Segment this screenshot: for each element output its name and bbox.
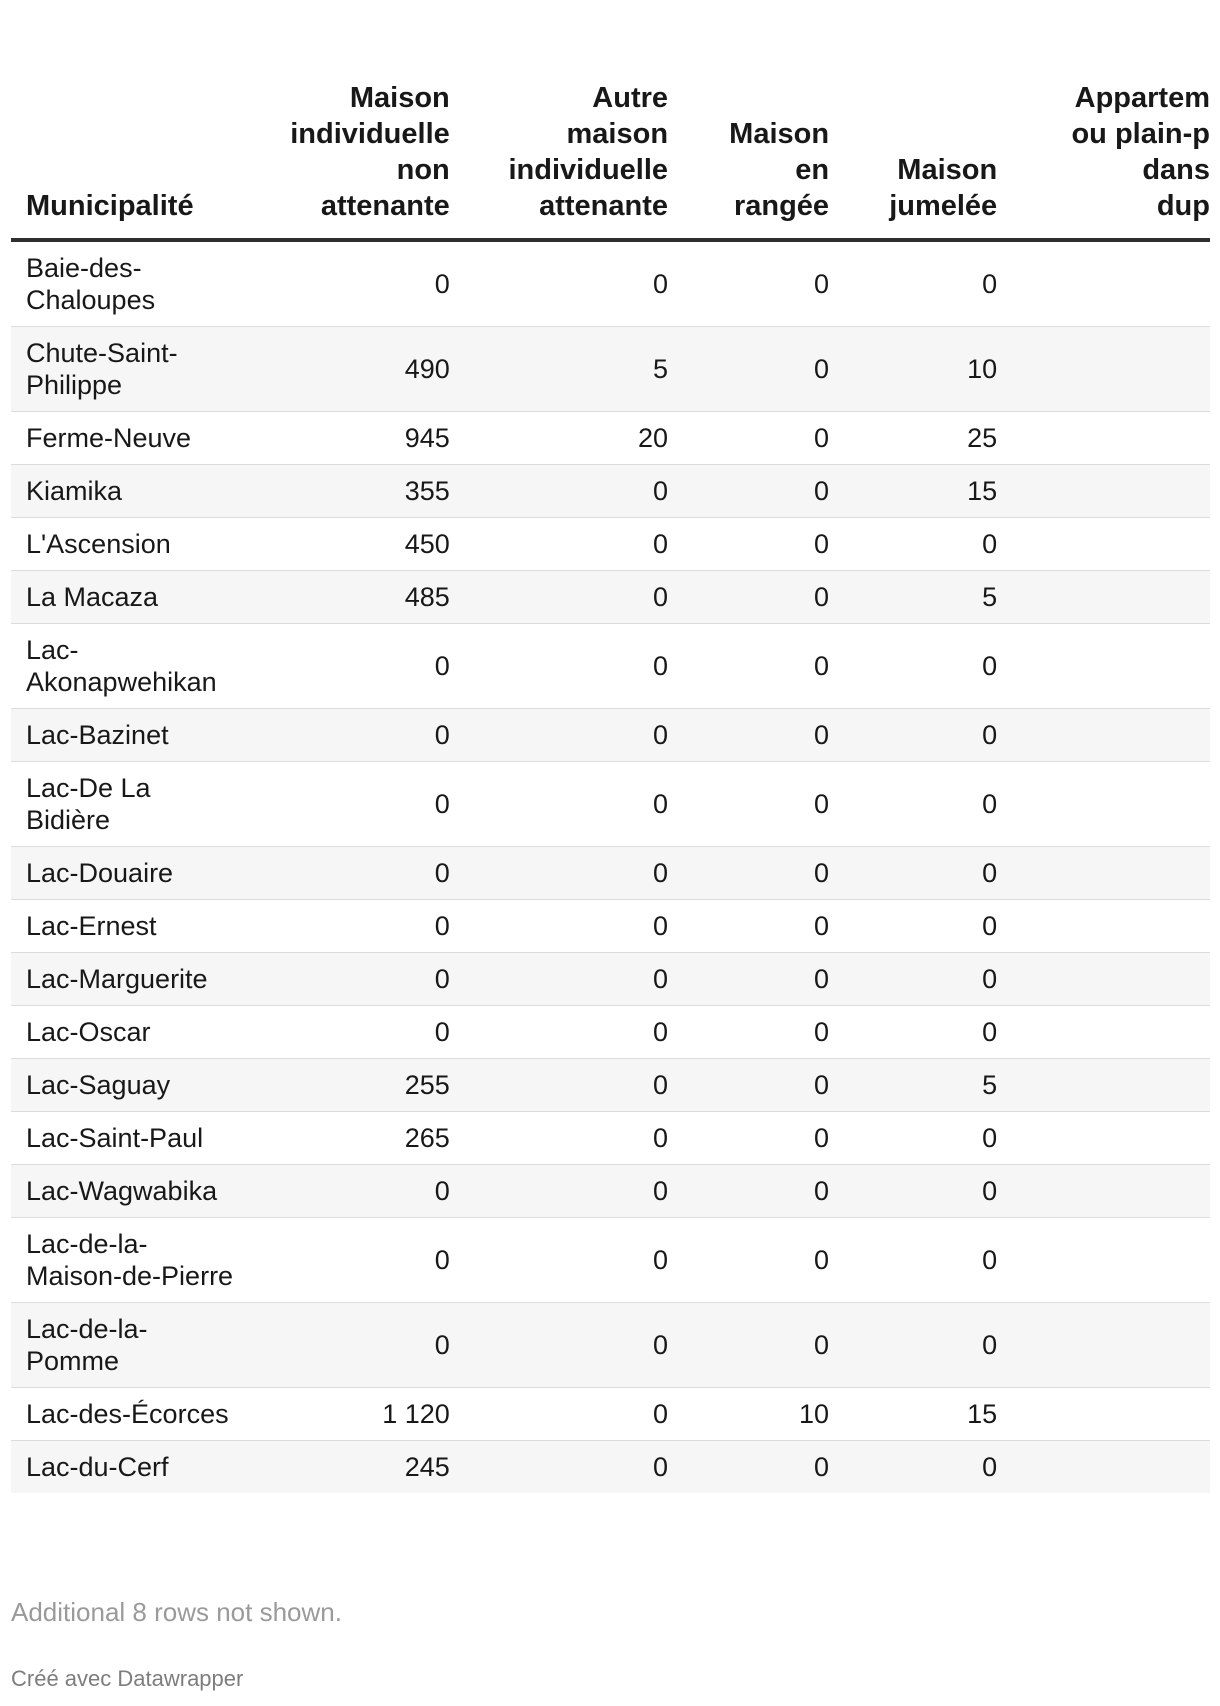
value-cell: 5 (829, 1059, 997, 1112)
table-row (11, 1059, 1210, 1112)
value-cell: 945 (253, 412, 449, 465)
value-cell: 0 (668, 1165, 829, 1218)
table-row (11, 1388, 1210, 1441)
table-row (11, 709, 1210, 762)
table-row (11, 953, 1210, 1006)
value-cell: 0 (668, 518, 829, 571)
municipality-cell: Lac-Saint-Paul (11, 1112, 253, 1165)
column-header-line: Maison (349, 82, 450, 114)
data-table (11, 80, 1210, 1493)
column-header-line: Appartem (1074, 82, 1210, 114)
municipality-cell: Lac-des-Écorces (11, 1388, 253, 1441)
column-header-line: attenante (539, 190, 669, 222)
value-cell: 485 (253, 571, 449, 624)
value-cell (997, 1388, 1210, 1441)
value-cell: 0 (450, 518, 668, 571)
value-cell (997, 412, 1210, 465)
value-cell (997, 624, 1210, 709)
value-cell (997, 1441, 1210, 1494)
value-cell: 0 (450, 465, 668, 518)
value-cell: 0 (253, 1218, 449, 1303)
table-row (11, 1165, 1210, 1218)
value-cell (997, 571, 1210, 624)
value-cell: 0 (829, 953, 997, 1006)
value-cell: 15 (829, 465, 997, 518)
municipality-cell: Lac-Akonapwehikan (11, 624, 253, 709)
value-cell: 0 (450, 1218, 668, 1303)
value-cell: 0 (450, 1388, 668, 1441)
table-row (11, 1441, 1210, 1494)
value-cell: 0 (668, 1441, 829, 1494)
table-body (11, 240, 1210, 1493)
table-row (11, 327, 1210, 412)
value-cell (997, 762, 1210, 847)
municipality-cell: Kiamika (11, 465, 253, 518)
table-row (11, 518, 1210, 571)
value-cell: 245 (253, 1441, 449, 1494)
municipality-cell: Lac-Ernest (11, 900, 253, 953)
value-cell: 0 (253, 953, 449, 1006)
value-cell: 0 (668, 465, 829, 518)
value-cell (997, 1218, 1210, 1303)
value-cell: 0 (829, 1303, 997, 1388)
value-cell: 0 (253, 624, 449, 709)
value-cell: 1 120 (253, 1388, 449, 1441)
value-cell: 5 (829, 571, 997, 624)
value-cell: 0 (668, 847, 829, 900)
value-cell: 0 (829, 1165, 997, 1218)
value-cell: 0 (668, 709, 829, 762)
column-header-line: attenante (320, 190, 450, 222)
value-cell: 0 (450, 900, 668, 953)
table-row (11, 465, 1210, 518)
column-header-municipalite[interactable] (11, 80, 253, 240)
value-cell: 0 (829, 240, 997, 327)
municipality-cell: Lac-du-Cerf (11, 1441, 253, 1494)
table-row (11, 1218, 1210, 1303)
municipality-cell: Baie-des-Chaloupes (11, 240, 253, 327)
value-cell (997, 327, 1210, 412)
column-header-maison-en-rangee[interactable] (668, 80, 829, 240)
column-header-line: non (396, 154, 450, 186)
column-header-maison-jumelee[interactable] (829, 80, 997, 240)
value-cell (997, 847, 1210, 900)
value-cell: 265 (253, 1112, 449, 1165)
value-cell: 0 (450, 240, 668, 327)
value-cell (997, 1165, 1210, 1218)
value-cell: 0 (668, 900, 829, 953)
value-cell: 0 (253, 900, 449, 953)
value-cell: 0 (450, 847, 668, 900)
table-row (11, 240, 1210, 327)
column-header-line: dans (1142, 154, 1210, 186)
footnote: Additional 8 rows not shown. (11, 1597, 342, 1627)
column-header-autre-maison-individuelle-attenante[interactable] (450, 80, 668, 240)
value-cell: 0 (668, 1006, 829, 1059)
value-cell: 0 (450, 624, 668, 709)
column-header-line: ou plain-p (1071, 118, 1210, 150)
column-header-line: rangée (733, 190, 830, 222)
column-header-line: jumelée (889, 190, 998, 222)
table-row (11, 571, 1210, 624)
value-cell (997, 240, 1210, 327)
value-cell: 0 (450, 1165, 668, 1218)
value-cell: 0 (253, 1006, 449, 1059)
municipality-cell: Chute-Saint-Philippe (11, 327, 253, 412)
municipality-cell: L'Ascension (11, 518, 253, 571)
column-header-line: Municipalité (26, 190, 194, 222)
column-header-line: Autre (592, 82, 669, 114)
value-cell: 0 (668, 327, 829, 412)
value-cell: 0 (829, 1218, 997, 1303)
value-cell: 20 (450, 412, 668, 465)
value-cell: 0 (668, 412, 829, 465)
municipality-cell: Lac-de-la-Maison-de-Pierre (11, 1218, 253, 1303)
value-cell: 0 (668, 571, 829, 624)
value-cell: 0 (253, 240, 449, 327)
municipality-cell: Lac-Marguerite (11, 953, 253, 1006)
value-cell: 5 (450, 327, 668, 412)
value-cell: 0 (253, 1165, 449, 1218)
value-cell (997, 1112, 1210, 1165)
value-cell: 0 (668, 953, 829, 1006)
municipality-cell: Lac-Douaire (11, 847, 253, 900)
value-cell: 0 (668, 1112, 829, 1165)
value-cell: 0 (253, 709, 449, 762)
value-cell: 0 (829, 518, 997, 571)
municipality-cell: Ferme-Neuve (11, 412, 253, 465)
table-row (11, 847, 1210, 900)
value-cell (997, 953, 1210, 1006)
table-row (11, 412, 1210, 465)
municipality-cell: Lac-Saguay (11, 1059, 253, 1112)
value-cell: 0 (450, 709, 668, 762)
column-header-line: Maison (897, 154, 998, 186)
value-cell: 0 (668, 762, 829, 847)
value-cell: 490 (253, 327, 449, 412)
value-cell: 450 (253, 518, 449, 571)
value-cell: 0 (450, 1006, 668, 1059)
value-cell: 0 (829, 709, 997, 762)
value-cell: 0 (668, 1059, 829, 1112)
value-cell: 10 (668, 1388, 829, 1441)
value-cell: 0 (668, 1303, 829, 1388)
value-cell: 255 (253, 1059, 449, 1112)
value-cell: 0 (829, 762, 997, 847)
table-row (11, 762, 1210, 847)
value-cell: 0 (253, 847, 449, 900)
column-header-line: individuelle (290, 118, 450, 150)
table-row (11, 1303, 1210, 1388)
value-cell: 0 (829, 1441, 997, 1494)
table-row (11, 1112, 1210, 1165)
column-header-appartement-plain-pied-duplex[interactable] (997, 80, 1210, 240)
credit-line: Créé avec Datawrapper (11, 1666, 244, 1691)
column-header-line: en (795, 154, 830, 186)
value-cell: 0 (668, 1218, 829, 1303)
value-cell: 10 (829, 327, 997, 412)
municipality-cell: Lac-de-la-Pomme (11, 1303, 253, 1388)
municipality-cell: Lac-Oscar (11, 1006, 253, 1059)
value-cell (997, 1303, 1210, 1388)
table-row (11, 900, 1210, 953)
municipality-cell: La Macaza (11, 571, 253, 624)
value-cell: 0 (450, 571, 668, 624)
value-cell: 0 (450, 1303, 668, 1388)
value-cell: 0 (829, 847, 997, 900)
value-cell: 0 (450, 1441, 668, 1494)
value-cell: 15 (829, 1388, 997, 1441)
value-cell: 0 (450, 1112, 668, 1165)
table-row (11, 1006, 1210, 1059)
value-cell: 0 (668, 240, 829, 327)
column-header-line: maison (566, 118, 669, 150)
value-cell (997, 1059, 1210, 1112)
municipality-cell: Lac-Wagwabika (11, 1165, 253, 1218)
value-cell: 0 (829, 1006, 997, 1059)
value-cell (997, 900, 1210, 953)
value-cell: 25 (829, 412, 997, 465)
value-cell: 0 (829, 1112, 997, 1165)
table-viewport[interactable] (11, 0, 1210, 1706)
value-cell (997, 1006, 1210, 1059)
value-cell: 0 (450, 1059, 668, 1112)
value-cell: 0 (829, 624, 997, 709)
table-row (11, 624, 1210, 709)
value-cell (997, 709, 1210, 762)
column-header-maison-individuelle-non-attenante[interactable] (253, 80, 449, 240)
value-cell: 0 (450, 762, 668, 847)
municipality-cell: Lac-De La Bidière (11, 762, 253, 847)
value-cell (997, 465, 1210, 518)
column-header-line: Maison (729, 118, 830, 150)
value-cell: 0 (253, 1303, 449, 1388)
value-cell: 0 (253, 762, 449, 847)
municipality-cell: Lac-Bazinet (11, 709, 253, 762)
column-header-line: individuelle (508, 154, 669, 186)
value-cell: 355 (253, 465, 449, 518)
value-cell: 0 (450, 953, 668, 1006)
value-cell: 0 (668, 624, 829, 709)
value-cell: 0 (829, 900, 997, 953)
column-header-line: dup (1156, 190, 1210, 222)
table-header (11, 80, 1210, 240)
value-cell (997, 518, 1210, 571)
